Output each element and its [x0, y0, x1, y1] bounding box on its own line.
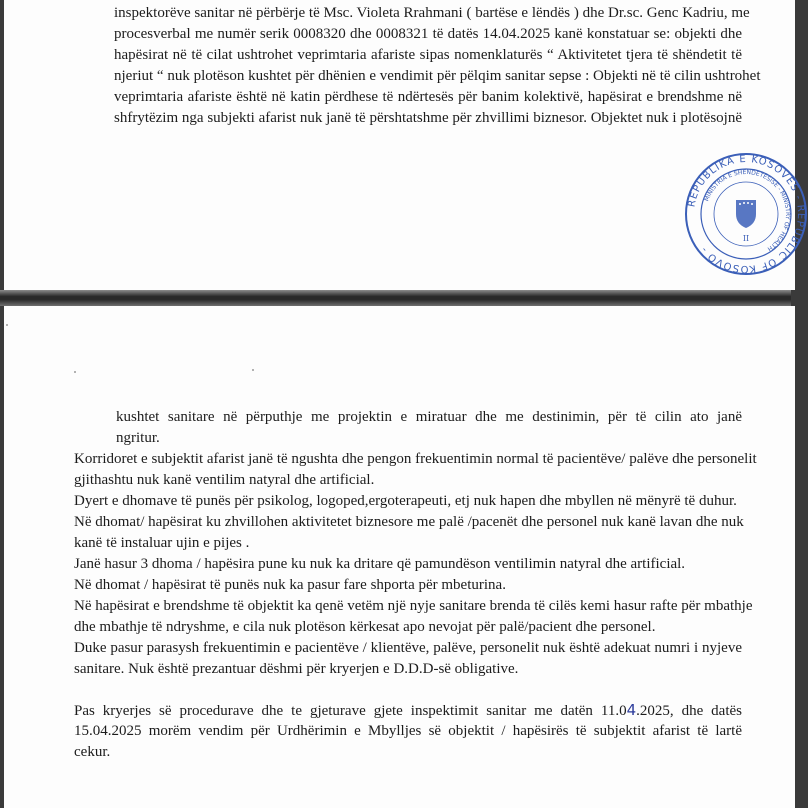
text-line: gjithashtu nuk kanë ventilim natyral dhe artificial.	[74, 472, 375, 488]
coat-of-arms-icon	[736, 200, 756, 228]
conclusion-text: .2025, dhe datës	[636, 703, 743, 719]
scan-speck	[252, 369, 254, 371]
text-line: Korridoret e subjektit afarist janë të ngushta dhe pengon frekuentimin normal të pacientëve/ palëve dhe personelit	[74, 451, 757, 467]
text-line: inspektorëve sanitar në përbërje të Msc. Violeta Rrahmani ( bartëse e lëndës ) dhe Dr.sc. Genc Kadriu, me	[114, 5, 750, 21]
text-line: sanitare. Nuk është prezantuar dëshmi për kryerjen e D.D.D-së obligative.	[74, 661, 519, 677]
text-line: hapësirat në të cilat ushtrohet veprimtaria afariste sipas nomenklaturës “ Aktivitetet tjera të shëndetit të	[114, 47, 742, 63]
findings-paragraph	[74, 407, 757, 763]
official-stamp	[684, 152, 808, 276]
text-line: Në dhomat / hapësirat të punës nuk ka pasur fare shporta për mbeturina.	[74, 577, 506, 593]
text-line: Në dhomat/ hapësirat ku zhvillohen aktivitetet biznesore me palë /pacenët dhe personel nuk kanë lavan dhe nuk	[74, 514, 744, 530]
document-page-top	[4, 0, 807, 290]
conclusion-line: 15.04.2025 morëm vendim për Urdhërimin e Mbylljes së objektit / hapësirës të subjektit afarist të lartë	[74, 723, 742, 739]
text-line: kushtet sanitare në përputhje me projektin e miratuar dhe me destinimin, për të cilin ato janë	[116, 409, 742, 425]
conclusion-line	[74, 700, 742, 721]
conclusion-text: Pas kryerjes së procedurave dhe te gjeturave gjete inspektimit sanitar me datën 11.0	[74, 703, 627, 719]
text-line: procesverbal me numër serik 0008320 dhe 0008321 të datës 14.04.2025 kanë konstatuar se: objekti dhe	[114, 26, 742, 42]
text-line: Duke pasur parasysh frekuentimin e pacientëve / klientëve, palëve, personelit nuk është adekuat numri i nyjeve	[74, 640, 742, 656]
handwritten-correction: 4	[626, 701, 637, 719]
text-line: njeriut “ nuk plotëson kushtet për dhënien e vendimit për pëlqim sanitar sepse : Objekti në të cilin ushtrohet	[114, 68, 761, 84]
text-line: Në hapësirat e brendshme të objektit ka qenë vetëm një nyje sanitare brenda të cilës kemi hasur rafte për mbathje	[74, 598, 753, 614]
text-line: ngritur.	[116, 430, 160, 446]
stamp-inner-text: MINISTRIA E SHËNDETËSISË - MINISTRY OF HEALTH	[703, 168, 792, 253]
text-line: veprimtaria afariste është në katin përdhese të ndërtesës për banim kolektivë, hapësirat e brendshme në	[114, 89, 742, 105]
stamp-mark: II	[742, 234, 750, 243]
conclusion-line: cekur.	[74, 744, 111, 760]
text-line: shfrytëzim nga subjekti afarist nuk janë të përshtatshme për zhvillimi biznesor. Objektet nuk i plotësojnë	[114, 110, 742, 126]
text-line: dhe mbathje të ndryshme, e cila nuk plotëson kërkesat apo nevojat për palë/pacient dhe personel.	[74, 619, 656, 635]
page-divider	[0, 290, 791, 306]
top-paragraph	[114, 3, 761, 129]
text-line: Dyert e dhomave të punës për psikolog, logoped,ergoterapeuti, etj nuk hapen dhe mbyllen në mënyrë të duhur.	[74, 493, 737, 509]
text-line: kanë të instaluar ujin e pijes .	[74, 535, 250, 551]
scan-speck	[74, 371, 76, 373]
document-page-bottom	[4, 306, 795, 808]
text-line: Janë hasur 3 dhoma / hapësira pune ku nuk ka dritare që pamundëson ventilimin natyral dhe artificial.	[74, 556, 686, 572]
stamp-outer-text: REPUBLIKA E KOSOVËS - REPUBLIC OF KOSOVO -	[686, 153, 807, 275]
scan-speck	[6, 324, 8, 326]
